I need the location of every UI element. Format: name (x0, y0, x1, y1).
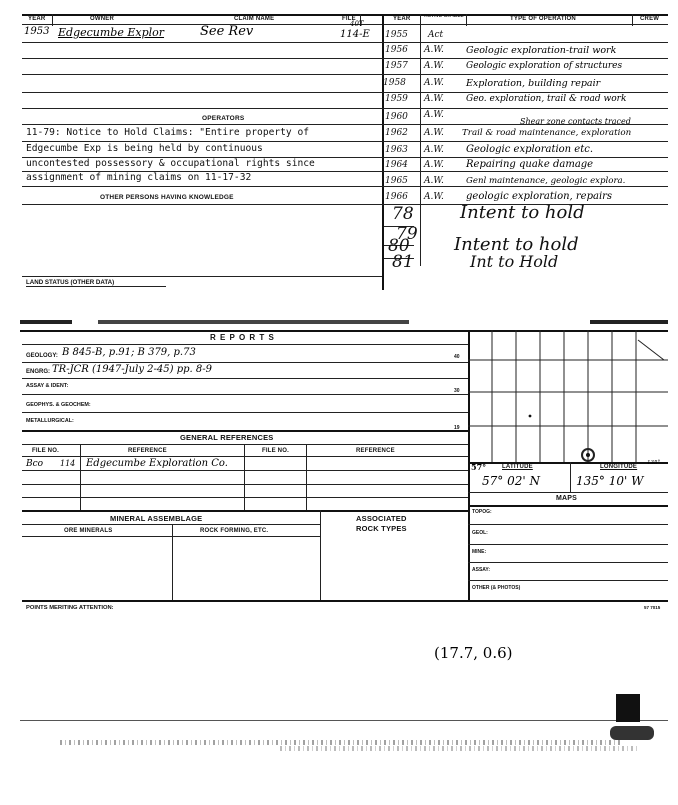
col-year: YEAR (28, 16, 46, 22)
op-status: A.W. (424, 145, 444, 155)
file-number: 114-E (340, 29, 370, 40)
operators-title: OPERATORS (202, 115, 245, 122)
op-status: A.W. (424, 192, 444, 202)
operators-line-1: 11-79: Notice to Hold Claims: "Entire property of (26, 127, 310, 138)
op-status: A.W. (424, 61, 444, 71)
gen-ref-file-number: 114 (60, 459, 76, 468)
op-type: Repairing quake damage (466, 159, 594, 170)
op-type: Exploration, building repair (466, 78, 601, 89)
op-year: 79 (396, 224, 418, 244)
latitude-value: 57° 02' N (482, 474, 540, 488)
scan-noise (60, 740, 620, 745)
op-year: 1957 (385, 61, 408, 71)
scan-noise (280, 746, 640, 751)
scan-blob (610, 726, 654, 740)
geol-label: GEOL: (472, 530, 488, 536)
maps-title: MAPS (556, 495, 578, 502)
col-reference: REFERENCE (128, 448, 167, 454)
op-status: A.W. (424, 78, 444, 88)
general-references-title: GENERAL REFERENCES (180, 433, 274, 442)
report-count-3: 19 (454, 425, 460, 431)
assay-map-label: ASSAY: (472, 567, 491, 573)
latitude-label: LATITUDE (502, 464, 533, 470)
bottom-scan-line (20, 720, 668, 721)
operators-line-2: Edgecumbe Exp is being held by continuous (26, 143, 263, 154)
op-status: A.W. (424, 160, 444, 170)
land-status-label: LAND STATUS (OTHER DATA) (26, 279, 115, 286)
longitude-suffix: 135° (647, 460, 661, 466)
coordinate-note: (17.7, 0.6) (434, 644, 513, 662)
longitude-value: 135° 10' W (576, 474, 644, 488)
op-status: A.W. (424, 128, 444, 138)
scan-divider (20, 320, 668, 324)
col-file: FILE (342, 16, 356, 22)
col-file-no-2: FILE NO. (262, 448, 289, 454)
op-type: Geologic exploration-trail work (466, 45, 617, 56)
col-crew: CREW (640, 16, 660, 22)
op-year: 1965 (385, 176, 408, 186)
gen-ref-file: Bco (26, 459, 44, 469)
op-year: 1955 (385, 30, 408, 40)
engrg-value: TR-JCR (1947-July 2-45) pp. 8-9 (52, 364, 212, 375)
report-count-2: 30 (454, 388, 460, 394)
mine-label: MINE: (472, 549, 487, 555)
geophys-label: GEOPHYS. & GEOCHEM: (26, 402, 91, 408)
lat-prefix: 57° (471, 462, 487, 472)
op-status: A.W. (424, 45, 444, 55)
col-rock-forming: ROCK FORMING, ETC. (200, 528, 269, 534)
rock-types-title: ROCK TYPES (356, 524, 407, 533)
op-type: Int to Hold (470, 252, 559, 271)
associated-title: ASSOCIATED (356, 514, 407, 523)
col-claim-name: CLAIM NAME (234, 16, 275, 22)
form-number: 57 7015 (644, 605, 661, 610)
assay-label: ASSAY & IDENT: (26, 383, 69, 389)
other-photos-label: OTHER (& PHOTOS) (472, 585, 521, 591)
op-type: Genl maintenance, geologic explora. (466, 176, 626, 186)
points-meriting-label: POINTS MERITING ATTENTION: (26, 605, 114, 611)
location-grid-svg (468, 330, 668, 462)
reports-title: R E P O R T S (210, 333, 275, 342)
topog-label: TOPOG: (472, 509, 492, 515)
op-year: 1956 (385, 45, 408, 55)
claim-name-value: See Rev (200, 24, 254, 39)
gen-ref-reference: Edgecumbe Exploration Co. (86, 458, 228, 469)
scan-blob (616, 694, 640, 722)
file-top-note: 40T (350, 20, 364, 28)
op-type: Intent to hold (454, 234, 579, 255)
op-type: Geo. exploration, trail & road work (466, 94, 627, 104)
op-status: Act (428, 30, 444, 40)
report-count-1: 40 (454, 354, 460, 360)
op-type: geologic exploration, repairs (466, 191, 613, 202)
op-type: Geologic exploration etc. (466, 144, 594, 155)
engrg-label: ENGRG: (26, 369, 50, 375)
op-year: 1959 (385, 94, 408, 104)
operators-line-3: uncontested possessory & occupational rights since (26, 158, 315, 169)
metallurgical-label: METALLURGICAL: (26, 418, 74, 424)
op-year: 1964 (385, 160, 408, 170)
geology-value: B 845-B, p.91; B 379, p.73 (62, 347, 196, 358)
col-file-no: FILE NO. (32, 448, 59, 454)
op-year: 78 (392, 204, 414, 224)
col-owner: OWNER (90, 16, 114, 22)
col-year-2: YEAR (393, 16, 411, 22)
owner-name: Edgecumbe Explor (58, 26, 165, 39)
op-type: Trail & road maintenance, exploration (462, 128, 632, 138)
op-status: A.W. (424, 110, 444, 120)
op-type: Intent to hold (460, 202, 585, 223)
op-year: 1963 (385, 145, 408, 155)
col-reference-2: REFERENCE (356, 448, 395, 454)
other-persons-title: OTHER PERSONS HAVING KNOWLEDGE (100, 194, 234, 201)
op-status: A.W. (424, 94, 444, 104)
col-active-idle: ACTIVE OR IDLE (424, 13, 464, 18)
longitude-label: LONGITUDE (600, 464, 638, 470)
op-year: 1962 (385, 128, 408, 138)
geology-label: GEOLOGY: (26, 353, 58, 359)
op-year: 80 (388, 236, 410, 256)
col-ore-minerals: ORE MINERALS (64, 528, 113, 534)
mineral-assemblage-title: MINERAL ASSEMBLAGE (110, 514, 203, 523)
op-year: 81 (392, 252, 414, 272)
op-year: 1966 (385, 192, 408, 202)
owner-year: 1953 (24, 26, 50, 37)
op-year: 1960 (385, 112, 408, 122)
op-type: Shear zone contacts traced (520, 117, 631, 126)
op-year: 1958 (383, 78, 406, 88)
op-type: Geologic exploration of structures (466, 61, 623, 71)
operators-line-4: assignment of mining claims on 11-17-32 (26, 172, 252, 183)
op-status: A.W. (424, 176, 444, 186)
col-type-of-operation: TYPE OF OPERATION (510, 16, 576, 22)
